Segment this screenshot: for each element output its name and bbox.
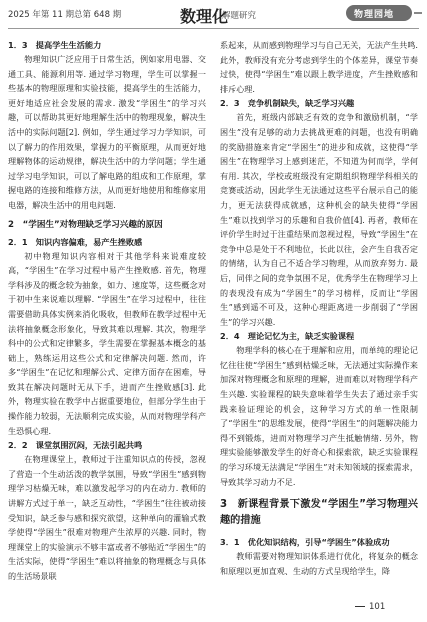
issue-number: 2025 年第 11 期总第 648 期	[8, 10, 122, 20]
section-heading-3-1: 3．1 优化知识结构，引导“学困生”体验成功	[220, 537, 390, 548]
badge-decoration	[414, 12, 422, 14]
section-badge	[346, 5, 412, 21]
page-footer	[355, 602, 385, 612]
section-badge-label: 物理园地	[354, 10, 395, 20]
section-heading-1-3: 1．3 提高学生生活能力	[8, 40, 102, 50]
paragraph-2-2-continued: 系起来，从而感到物理学习与自己无关，无法产生共鸣. 此外，教师没有充分考虑到学生的个体差异，课堂节奏过快，使得“学困生”难以跟上教学进度，产生挫败感和排斥心理.	[220, 40, 418, 94]
paragraph-2-2: 在物理课堂上，教师过于注重知识点的传授，忽视了营造一个生动活泼的教学氛围，导致“学困生”感到物理学习枯燥无味，难以激发起学习的内在动力. 教师的讲解方式过于单一，缺乏互动性，“学困生”往往被动接受知识，缺乏参与感和探究欲望，这种单向的灌输式教学使得“学困生”很难对物理产生浓厚的兴趣. 同时，物理课堂上的实验演示不够丰富或者不够贴近“学困生”的生活实际，使得“学困生”难以将抽象的物理概念与具体的生活场景联	[8, 454, 206, 581]
paragraph-3-1: 教师需要对物理知识体系进行优化，将复杂的概念和原理以更加直观、生动的方式呈现给学生，降	[220, 551, 418, 576]
section-heading-2-4: 2．4 理论记忆为主，缺乏实验课程	[220, 331, 355, 342]
page-number: 101	[369, 602, 386, 612]
paragraph-2-1: 初中物理知识内容相对于其他学科来说难度较高，“学困生”在学习过程中易产生挫败感. 首先，物理学科涉及的概念较为抽象，如力、速度等，这些概念对于初中生来说难以理解. “学困生”在学习过程中，往往需要借助具体实例来消化吸收，但教师在教学过程中无法将抽象概念形象化，导致其难以理解. 其次，物理学科中的公式和定律繁多，学生需要在掌握基本概念的基础上，熟练运用这些公式和定律解决问题. 然而，许多“学困生”在记忆和理解公式、定律方面存在困难，导致其在解决问题时无从下手，进而产生挫败感[3]. 此外，物理实验在教学中占据重要地位，但部分学生由于操作能力较弱，无法顺利完成实验，从而对物理学科产生恐惧心理.	[8, 250, 206, 436]
magazine-title: 数理化	[180, 7, 229, 26]
header-rule	[8, 28, 419, 29]
paragraph-1-3: 物理知识广泛应用于日常生活，例如家用电器、交通工具、能源利用等. 通过学习物理，学生可以掌握一些基本的物理原理和实验技能，提高学生的生活能力，更好地适应社会发展的需求. 激发“学困生”的学习兴趣，可以帮助其更好地理解生活中的物理现象，解决生活中的实际问题[2]. 例如，学生通过学习力学知识，可以了解力的作用效果，掌握力的平衡原理，从而更好地理解物体的运动规律，解决生活中的力学问题；学生通过学习电学知识，可以了解电路的组成和工作原理，掌握电路的连接和维修方法，从而更好地使用和维修家用电器，解决生活中的用电问题.	[8, 54, 206, 210]
right-column	[220, 38, 418, 578]
section-heading-2-3: 2．3 竞争机制缺失，缺乏学习兴趣	[220, 98, 355, 109]
page-header	[0, 0, 427, 34]
section-heading-3: 3 新课程背景下激发“学困生”学习物理兴趣的措施	[220, 499, 418, 527]
section-heading-2-1: 2．1 知识内容偏难，易产生挫败感	[8, 236, 143, 247]
section-heading-2-2: 2．2 课堂氛围沉闷，无法引起共鸣	[8, 440, 143, 451]
section-heading-2: 2 “学困生”对物理缺乏学习兴趣的原因	[8, 219, 163, 230]
paragraph-2-3: 首先，班级内部缺乏有效的竞争和激励机制，“学困生”没有足够的动力去挑战更难的问题，也没有明确的奖励措施来肯定“学困生”的进步和成就，这使得“学困生”在物理学习上感到迷茫，不知道为何而学，学何有用. 其次，学校或班级没有定期组织物理学科相关的竞赛或活动，因此学生无法通过这些平台展示自己的能力，更无法获得成就感，这种机会的缺失使得“学困生”难以找到学习的乐趣和自我价值[4]. 再者，教师在评价学生时过于注重结果而忽视过程，导致“学困生”在竞争中总是处于不利地位，长此以往，会产生自我否定的情绪，认为自己不适合学习物理，从而放弃努力. 最后，同伴之间的竞争氛围不足，优秀学生在物理学习上的表现没有成为“学困生”的学习榜样，反而让“学困生”感到遥不可及，这种心理距离进一步削弱了“学困生”的学习兴趣.	[220, 112, 418, 327]
left-column	[8, 38, 206, 584]
footer-dash	[355, 606, 365, 607]
column-name: 解题研究	[222, 11, 257, 21]
paragraph-2-4: 物理学科的核心在于理解和应用，而单纯的理论记忆往往使“学困生”感到枯燥乏味，无法通过实际操作来加深对物理概念和原理的理解，进而难以对物理学科产生兴趣. 实验课程的缺失意味着学生失去了通过亲手实践来验证理论的机会，这种学习方式的单一性限制了“学困生”的思维发展，使得“学困生”的问题解决能力得不到锻炼，进而对物理学习产生抵触情绪. 另外，物理实验能够激发学生的好奇心和探索欲，缺乏实验课程的学习环境无法满足“学困生”对未知领域的探索需求，导致其学习动力不足.	[220, 345, 418, 487]
